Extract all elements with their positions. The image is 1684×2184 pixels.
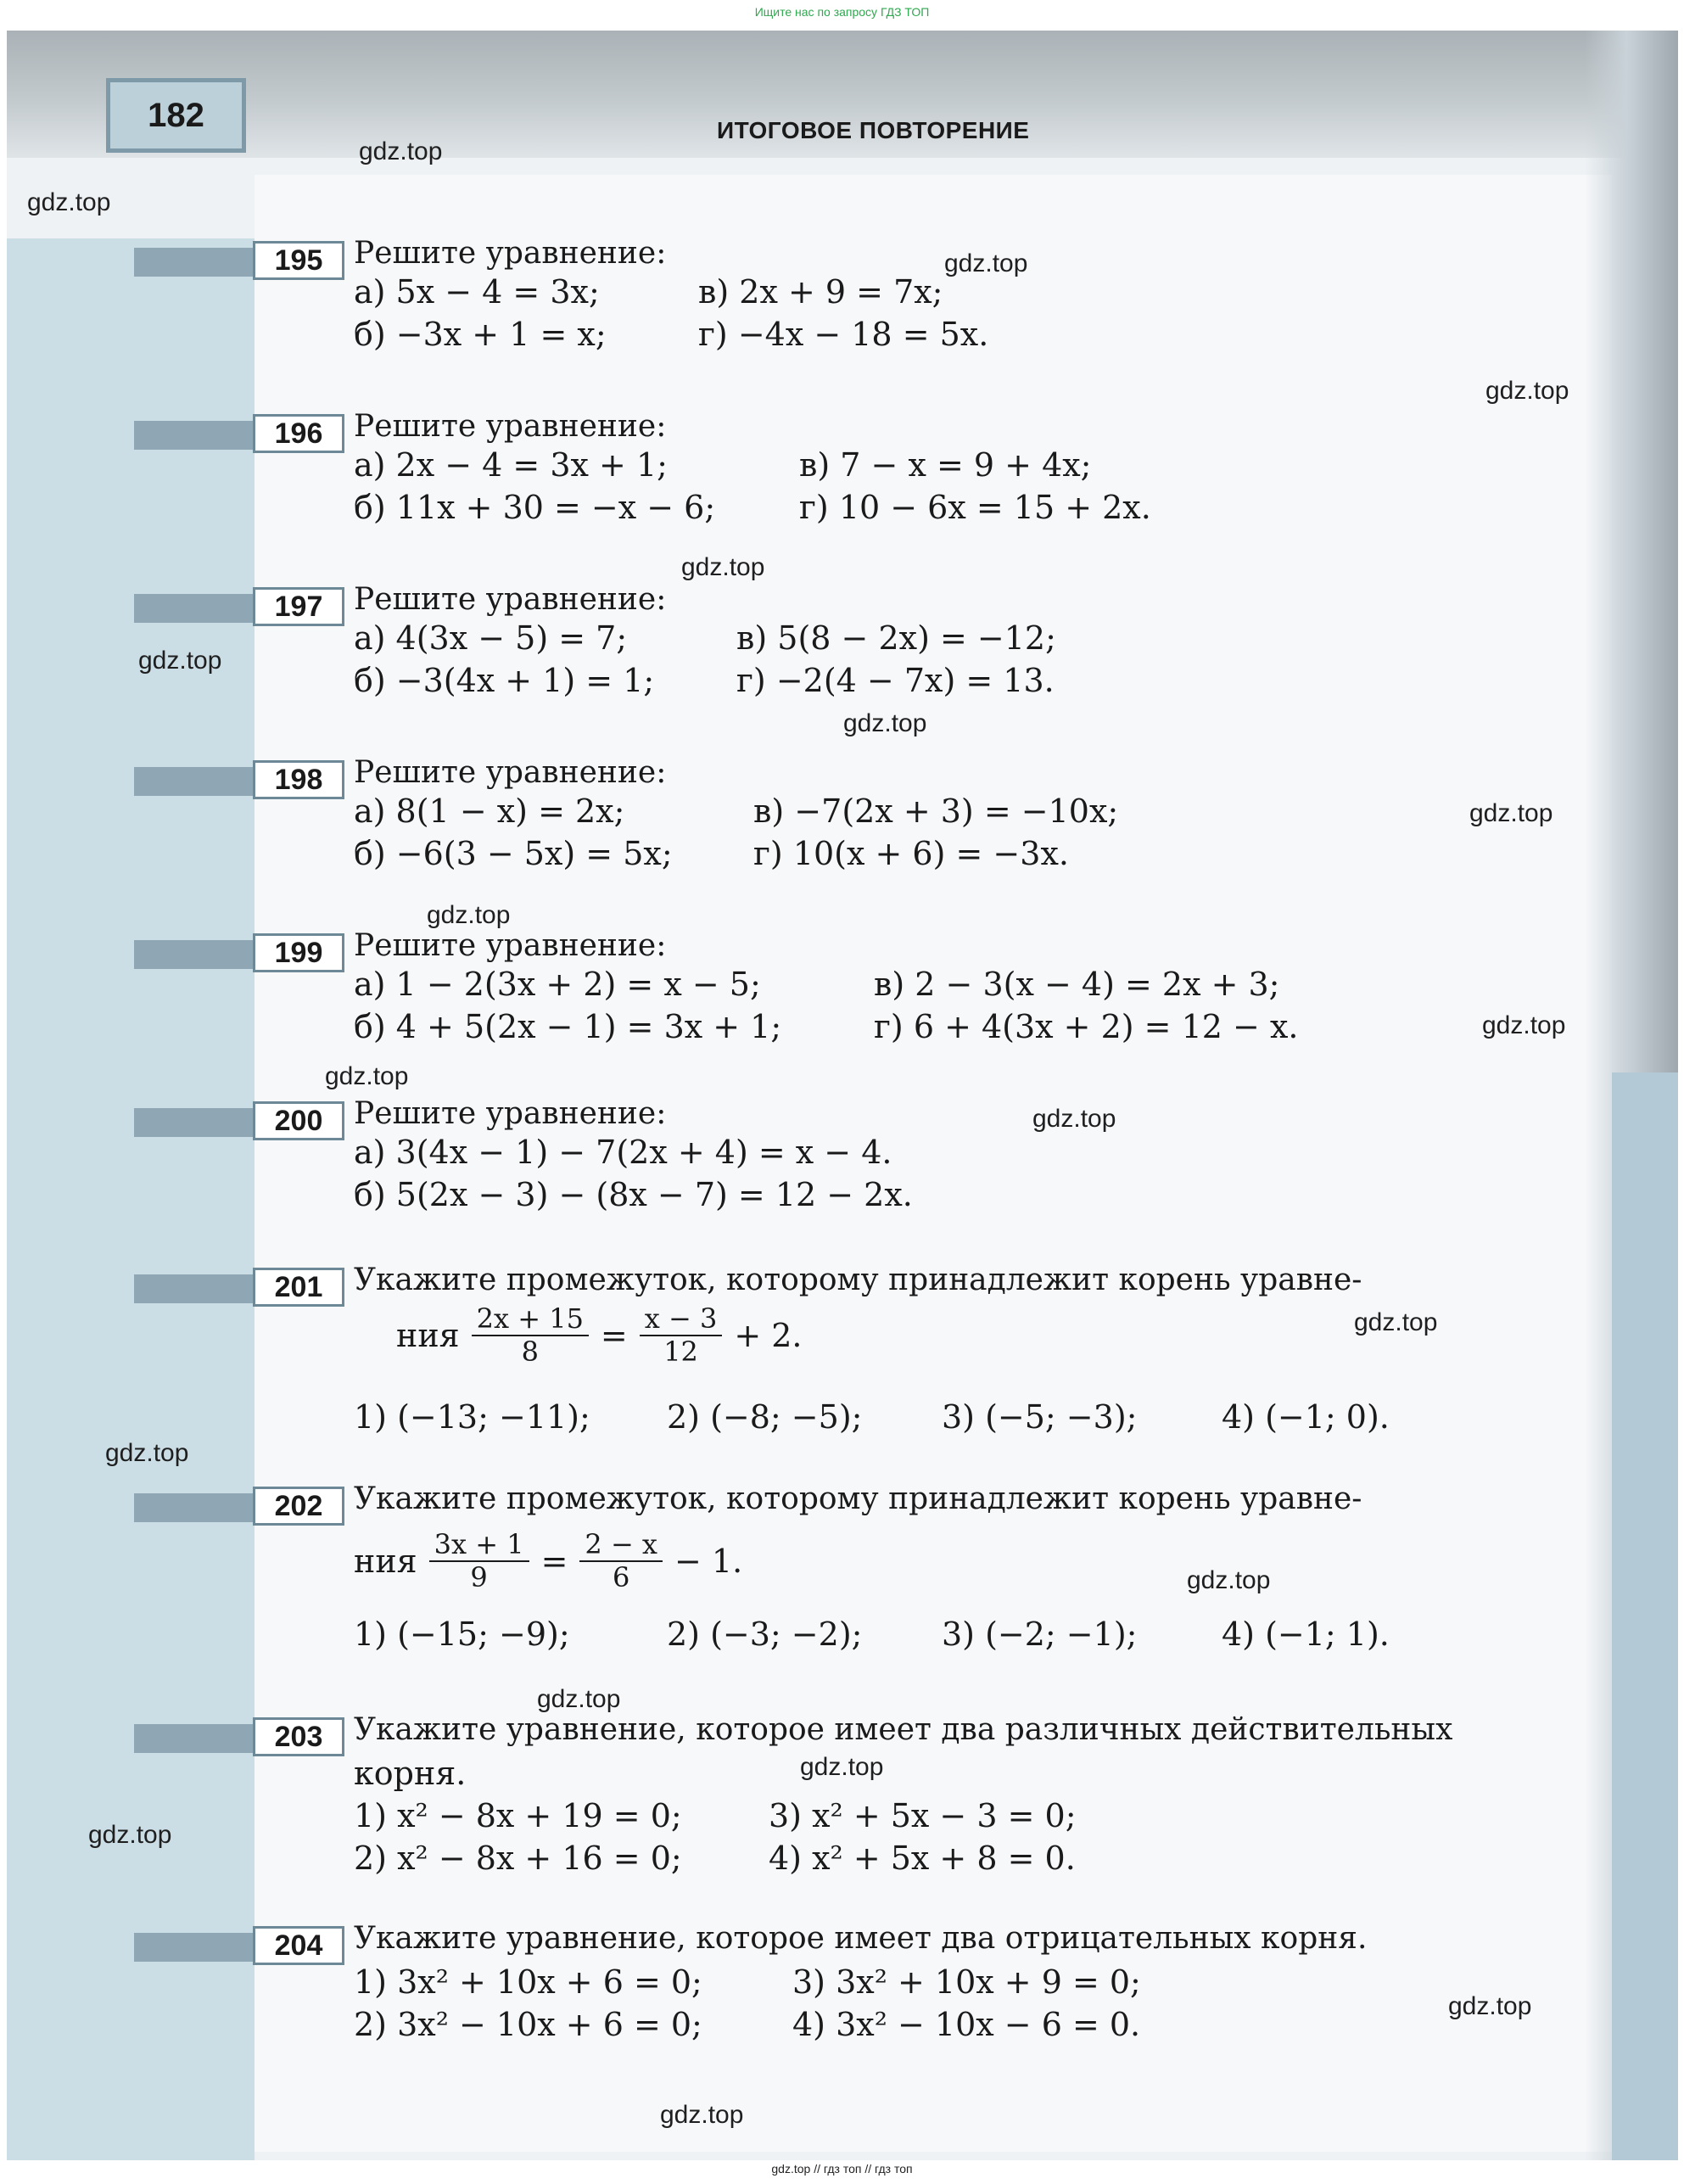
problem-bar	[134, 767, 253, 796]
item-a: а) 5x − 4 = 3x;	[354, 273, 600, 311]
item-v: в) 2x + 9 = 7x;	[698, 273, 943, 311]
item-v: в) 2 − 3(x − 4) = 2x + 3;	[874, 966, 1280, 1003]
item-g: г) −2(4 − 7x) = 13.	[736, 662, 1055, 699]
fraction-numerator: 2 − x	[579, 1529, 663, 1562]
equation-tail: + 2.	[734, 1316, 803, 1354]
option-3: 3) (−2; −1);	[942, 1616, 1138, 1653]
fraction-denominator: 12	[663, 1335, 698, 1368]
option-2: 2) (−3; −2);	[667, 1616, 863, 1653]
item-g: г) 6 + 4(3x + 2) = 12 − x.	[874, 1008, 1299, 1045]
problem-title: Решите уравнение:	[354, 409, 667, 444]
problem-title: Решите уравнение:	[354, 582, 667, 617]
problem-bar	[134, 594, 253, 623]
equation-tail: − 1.	[674, 1542, 743, 1580]
problem-bar	[134, 1274, 253, 1303]
watermark: gdz.top	[537, 1685, 621, 1713]
equation-lead: ния	[354, 1542, 417, 1580]
watermark: gdz.top	[800, 1753, 884, 1781]
item-a: а) 1 − 2(3x + 2) = x − 5;	[354, 966, 761, 1003]
problem-title: Решите уравнение:	[354, 236, 667, 271]
problem-number: 197	[253, 587, 344, 626]
watermark: gdz.top	[138, 647, 222, 675]
watermark: gdz.top	[1485, 377, 1569, 405]
top-note: Ищите нас по запросу ГДЗ ТОП	[754, 5, 930, 19]
watermark: gdz.top	[1469, 799, 1553, 827]
item-b: б) 11x + 30 = −x − 6;	[354, 489, 716, 526]
item-g: г) −4x − 18 = 5x.	[698, 316, 989, 353]
problem-bar	[134, 421, 253, 450]
problem-number: 200	[253, 1101, 344, 1140]
fraction-denominator: 9	[470, 1560, 488, 1593]
problem-bar	[134, 248, 253, 277]
problem-title: Укажите промежуток, которому принадлежит корень уравне-	[354, 1481, 1362, 1516]
watermark: gdz.top	[1032, 1105, 1116, 1133]
watermark: gdz.top	[681, 553, 765, 581]
option-3: 3) 3x² + 10x + 9 = 0;	[792, 1963, 1141, 2001]
option-1: 1) (−15; −9);	[354, 1616, 570, 1653]
watermark: gdz.top	[1482, 1011, 1566, 1039]
title-continuation: корня.	[354, 1755, 467, 1792]
item-v: в) 5(8 − 2x) = −12;	[736, 619, 1056, 657]
item-b: б) −6(3 − 5x) = 5x;	[354, 835, 673, 872]
problem-title: Укажите промежуток, которому принадлежит корень уравне-	[354, 1263, 1362, 1297]
right-margin-strip	[1612, 1072, 1678, 2160]
option-2: 2) x² − 8x + 16 = 0;	[354, 1840, 682, 1877]
fraction-left	[429, 1529, 529, 1593]
problem-number: 201	[253, 1268, 344, 1307]
left-margin-strip	[7, 238, 255, 2160]
fraction-numerator: 3x + 1	[429, 1529, 529, 1562]
watermark: gdz.top	[1187, 1566, 1271, 1594]
option-1: 1) (−13; −11);	[354, 1398, 590, 1436]
page-title: ИТОГОВОЕ ПОВТОРЕНИЕ	[717, 117, 1030, 143]
page-number: 182	[106, 78, 246, 153]
fraction-right	[640, 1303, 723, 1368]
problem-bar	[134, 940, 253, 969]
watermark: gdz.top	[843, 709, 927, 737]
item-g: г) 10(x + 6) = −3x.	[753, 835, 1069, 872]
problem-bar	[134, 1933, 253, 1962]
option-2: 2) 3x² − 10x + 6 = 0;	[354, 2006, 702, 2043]
option-4: 4) 3x² − 10x − 6 = 0.	[792, 2006, 1141, 2043]
option-4: 4) (−1; 1).	[1222, 1616, 1390, 1653]
item-g: г) 10 − 6x = 15 + 2x.	[799, 489, 1151, 526]
fraction-left	[472, 1303, 589, 1368]
equals-sign: =	[540, 1542, 568, 1580]
problem-number: 198	[253, 760, 344, 799]
item-a: а) 4(3x − 5) = 7;	[354, 619, 628, 657]
item-a: а) 2x − 4 = 3x + 1;	[354, 446, 668, 484]
watermark: gdz.top	[944, 249, 1028, 277]
watermark: gdz.top	[1448, 1992, 1532, 2020]
problem-title: Решите уравнение:	[354, 928, 667, 963]
item-v: в) 7 − x = 9 + 4x;	[799, 446, 1092, 484]
problem-title: Решите уравнение:	[354, 755, 667, 790]
item-a: а) 8(1 − x) = 2x;	[354, 792, 625, 830]
item-b: б) −3(4x + 1) = 1;	[354, 662, 655, 699]
problem-bar	[134, 1493, 253, 1522]
problem-number: 196	[253, 414, 344, 453]
problem-title: Решите уравнение:	[354, 1096, 667, 1131]
option-4: 4) (−1; 0).	[1222, 1398, 1390, 1436]
fraction-numerator: x − 3	[640, 1303, 723, 1336]
problem-bar	[134, 1724, 253, 1753]
watermark: gdz.top	[1354, 1308, 1438, 1336]
equation	[354, 1529, 742, 1593]
item-b: б) 5(2x − 3) − (8x − 7) = 12 − 2x.	[354, 1176, 913, 1213]
fraction-denominator: 6	[613, 1560, 630, 1593]
option-1: 1) 3x² + 10x + 6 = 0;	[354, 1963, 702, 2001]
option-4: 4) x² + 5x + 8 = 0.	[769, 1840, 1076, 1877]
equals-sign: =	[600, 1316, 628, 1354]
watermark: gdz.top	[359, 137, 443, 165]
item-v: в) −7(2x + 3) = −10x;	[753, 792, 1119, 830]
equation-lead: ния	[396, 1316, 460, 1354]
option-1: 1) x² − 8x + 19 = 0;	[354, 1797, 682, 1834]
item-b: б) 4 + 5(2x − 1) = 3x + 1;	[354, 1008, 782, 1045]
fraction-numerator: 2x + 15	[472, 1303, 589, 1336]
watermark: gdz.top	[88, 1821, 172, 1849]
problem-title: Укажите уравнение, которое имеет два отрицательных корня.	[354, 1921, 1368, 1956]
watermark: gdz.top	[325, 1062, 409, 1090]
equation	[396, 1303, 803, 1368]
item-a: а) 3(4x − 1) − 7(2x + 4) = x − 4.	[354, 1134, 892, 1171]
problem-number: 195	[253, 241, 344, 280]
problem-number: 199	[253, 933, 344, 972]
fraction-denominator: 8	[521, 1335, 539, 1368]
fraction-right	[579, 1529, 663, 1593]
problem-number: 203	[253, 1717, 344, 1756]
option-3: 3) (−5; −3);	[942, 1398, 1138, 1436]
problem-bar	[134, 1108, 253, 1137]
watermark: gdz.top	[105, 1439, 189, 1467]
watermark: gdz.top	[27, 188, 111, 216]
bottom-note: gdz.top // гдз топ // гдз топ	[771, 2162, 913, 2176]
watermark: gdz.top	[660, 2101, 744, 2129]
option-2: 2) (−8; −5);	[667, 1398, 863, 1436]
problem-number: 202	[253, 1487, 344, 1526]
item-b: б) −3x + 1 = x;	[354, 316, 607, 353]
option-3: 3) x² + 5x − 3 = 0;	[769, 1797, 1077, 1834]
problem-number: 204	[253, 1926, 344, 1965]
watermark: gdz.top	[427, 901, 511, 929]
problem-title: Укажите уравнение, которое имеет два различных действительных	[354, 1712, 1453, 1747]
